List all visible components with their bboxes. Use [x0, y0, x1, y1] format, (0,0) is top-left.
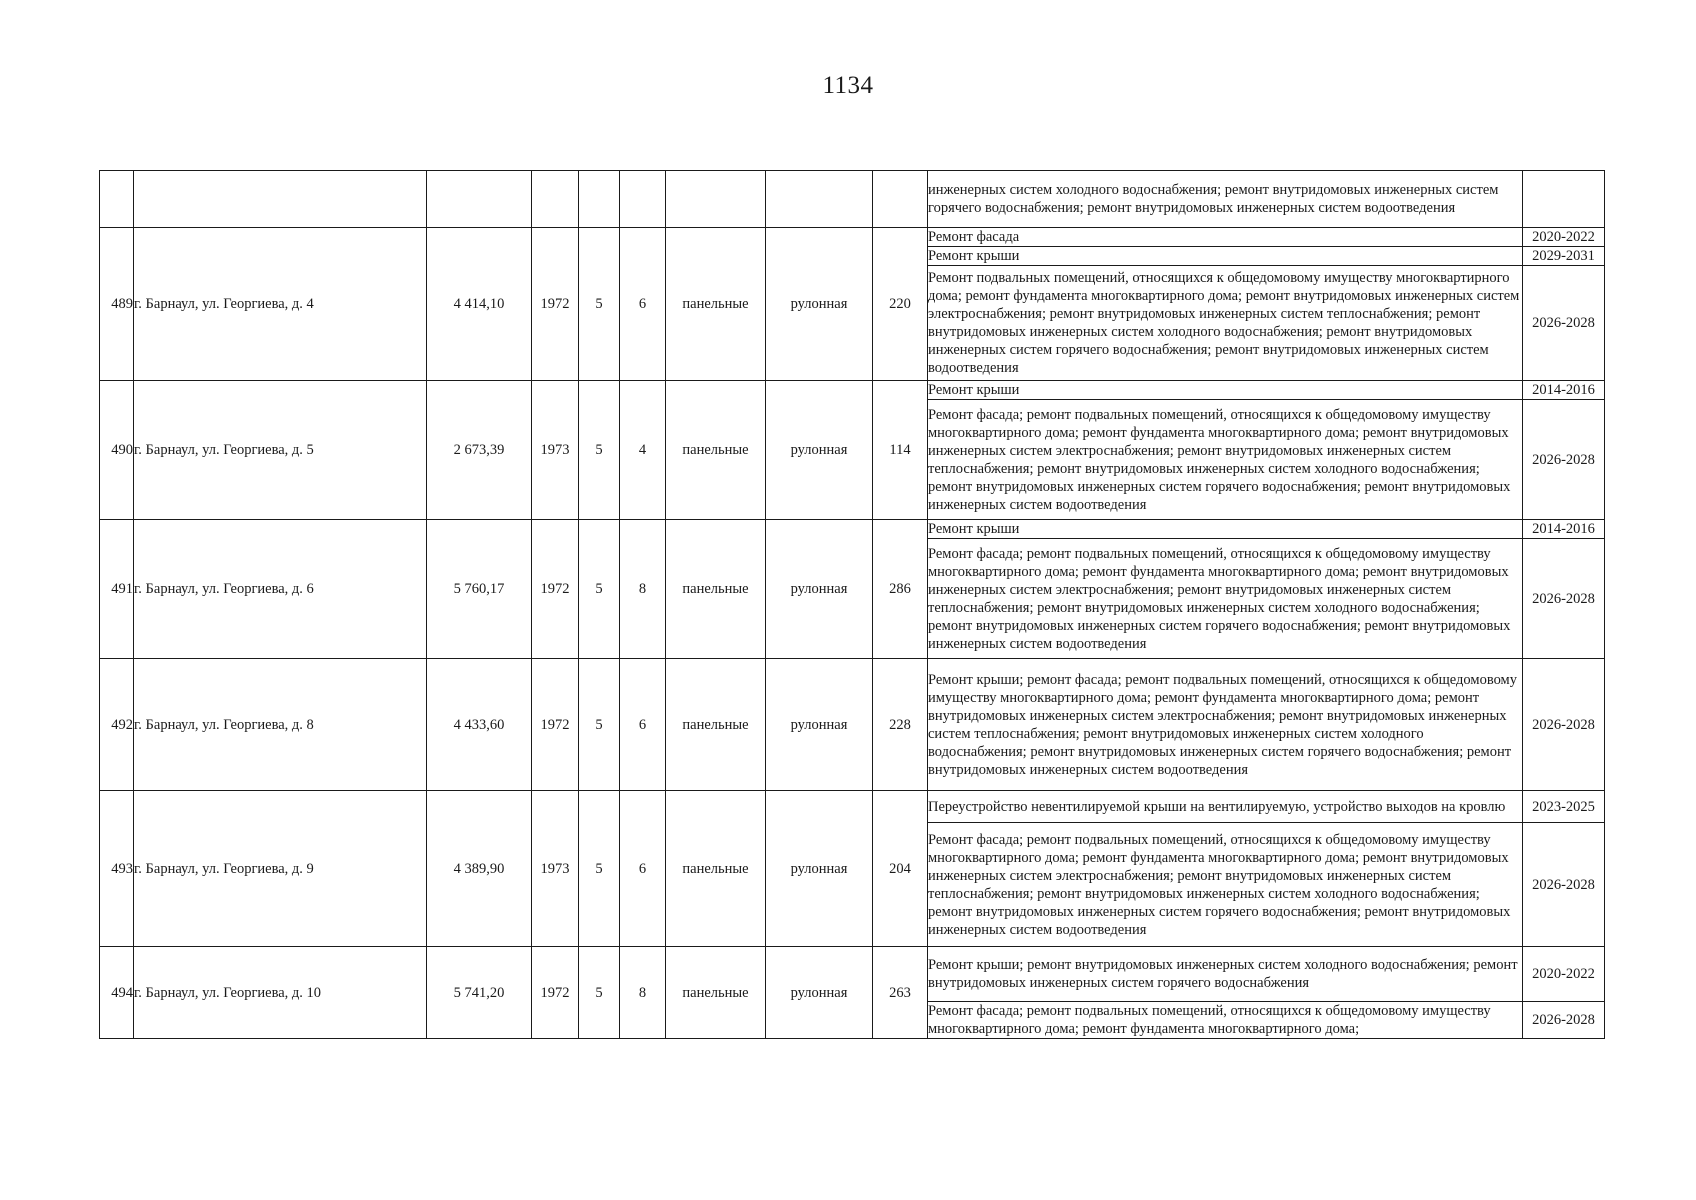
cell-address: г. Барнаул, ул. Георгиева, д. 10: [134, 947, 427, 1039]
cell-residents: 228: [873, 659, 928, 791]
cell-work: Ремонт подвальных помещений, относящихся к общедомовому имуществу многоквартирного дома; ремонт фундамента многоквартирного дома; ремонт внутридомовых инженерных систем электроснабжения; ремонт внутридомовых инженерных систем теплоснабжения; ремонт внутридомовых инженерных систем холодного водоснабжения; ремонт внутридомовых инженерных систем горячего водоснабжения; ремонт внутридомовых инженерных систем водоотведения: [928, 266, 1523, 381]
cell-work: Переустройство невентилируемой крыши на вентилируемую, устройство выходов на кровлю: [928, 791, 1523, 823]
cell-period: 2014-2016: [1523, 381, 1605, 400]
page-number: 1134: [822, 72, 874, 99]
cell-work: Ремонт крыши: [928, 520, 1523, 539]
cell-floors: [579, 171, 620, 228]
cell-num: 494: [100, 947, 134, 1039]
cell-work: инженерных систем холодного водоснабжения; ремонт внутридомовых инженерных систем горячего водоснабжения; ремонт внутридомовых инженерных систем водоотведения: [928, 171, 1523, 228]
cell-address: г. Барнаул, ул. Георгиева, д. 9: [134, 791, 427, 947]
cell-entrances: 8: [620, 520, 666, 659]
cell-roof: рулонная: [766, 381, 873, 520]
cell-work: Ремонт крыши: [928, 247, 1523, 266]
cell-year: 1972: [532, 228, 579, 381]
cell-work: Ремонт фасада: [928, 228, 1523, 247]
cell-period: 2020-2022: [1523, 228, 1605, 247]
cell-roof: рулонная: [766, 947, 873, 1039]
cell-period: 2014-2016: [1523, 520, 1605, 539]
cell-work: Ремонт крыши; ремонт внутридомовых инженерных систем холодного водоснабжения; ремонт внутридомовых инженерных систем горячего водоснабжения: [928, 947, 1523, 1002]
cell-roof: рулонная: [766, 659, 873, 791]
cell-entrances: [620, 171, 666, 228]
cell-floors: 5: [579, 228, 620, 381]
cell-roof: рулонная: [766, 791, 873, 947]
table-row: [100, 791, 1605, 823]
cell-floors: 5: [579, 659, 620, 791]
table-row: [100, 520, 1605, 539]
cell-residents: 263: [873, 947, 928, 1039]
cell-period: 2026-2028: [1523, 823, 1605, 947]
cell-year: 1972: [532, 520, 579, 659]
cell-area: 4 414,10: [427, 228, 532, 381]
cell-year: 1972: [532, 947, 579, 1039]
cell-year: 1972: [532, 659, 579, 791]
cell-roof: [766, 171, 873, 228]
cell-work: Ремонт фасада; ремонт подвальных помещений, относящихся к общедомовому имуществу многоквартирного дома; ремонт фундамента многоквартирного дома;: [928, 1002, 1523, 1039]
cell-num: 492: [100, 659, 134, 791]
cell-num: 490: [100, 381, 134, 520]
cell-work: Ремонт фасада; ремонт подвальных помещений, относящихся к общедомовому имуществу многоквартирного дома; ремонт фундамента многоквартирного дома; ремонт внутридомовых инженерных систем электроснабжения; ремонт внутридомовых инженерных систем теплоснабжения; ремонт внутридомовых инженерных систем холодного водоснабжения; ремонт внутридомовых инженерных систем горячего водоснабжения; ремонт внутридомовых инженерных систем водоотведения: [928, 823, 1523, 947]
cell-entrances: 8: [620, 947, 666, 1039]
cell-period: 2023-2025: [1523, 791, 1605, 823]
cell-area: 5 760,17: [427, 520, 532, 659]
cell-period: 2026-2028: [1523, 1002, 1605, 1039]
cell-address: [134, 171, 427, 228]
cell-area: 2 673,39: [427, 381, 532, 520]
cell-floors: 5: [579, 520, 620, 659]
cell-residents: 286: [873, 520, 928, 659]
cell-year: 1973: [532, 381, 579, 520]
cell-address: г. Барнаул, ул. Георгиева, д. 5: [134, 381, 427, 520]
cell-entrances: 6: [620, 791, 666, 947]
table-row: [100, 381, 1605, 400]
cell-area: 5 741,20: [427, 947, 532, 1039]
cell-address: г. Барнаул, ул. Георгиева, д. 8: [134, 659, 427, 791]
housing-repair-table: [99, 170, 1605, 1039]
cell-floors: 5: [579, 791, 620, 947]
cell-residents: [873, 171, 928, 228]
cell-entrances: 4: [620, 381, 666, 520]
cell-residents: 220: [873, 228, 928, 381]
cell-walls: панельные: [666, 947, 766, 1039]
cell-period: 2026-2028: [1523, 659, 1605, 791]
cell-period: 2026-2028: [1523, 539, 1605, 659]
continuation-row: [100, 171, 1605, 228]
cell-walls: [666, 171, 766, 228]
cell-address: г. Барнаул, ул. Георгиева, д. 6: [134, 520, 427, 659]
cell-period: 2020-2022: [1523, 947, 1605, 1002]
cell-work: Ремонт крыши: [928, 381, 1523, 400]
cell-floors: 5: [579, 947, 620, 1039]
table-row: [100, 947, 1605, 1002]
cell-work: Ремонт фасада; ремонт подвальных помещений, относящихся к общедомовому имуществу многоквартирного дома; ремонт фундамента многоквартирного дома; ремонт внутридомовых инженерных систем электроснабжения; ремонт внутридомовых инженерных систем теплоснабжения; ремонт внутридомовых инженерных систем холодного водоснабжения; ремонт внутридомовых инженерных систем горячего водоснабжения; ремонт внутридомовых инженерных систем водоотведения: [928, 539, 1523, 659]
cell-period: [1523, 171, 1605, 228]
cell-residents: 204: [873, 791, 928, 947]
cell-floors: 5: [579, 381, 620, 520]
cell-year: 1973: [532, 791, 579, 947]
cell-area: 4 389,90: [427, 791, 532, 947]
cell-walls: панельные: [666, 659, 766, 791]
cell-entrances: 6: [620, 228, 666, 381]
table-row: [100, 228, 1605, 247]
cell-num: [100, 171, 134, 228]
cell-address: г. Барнаул, ул. Георгиева, д. 4: [134, 228, 427, 381]
cell-work: Ремонт крыши; ремонт фасада; ремонт подвальных помещений, относящихся к общедомовому имуществу многоквартирного дома; ремонт фундамента многоквартирного дома; ремонт внутридомовых инженерных систем электроснабжения; ремонт внутридомовых инженерных систем теплоснабжения; ремонт внутридомовых инженерных систем холодного водоснабжения; ремонт внутридомовых инженерных систем горячего водоснабжения; ремонт внутридомовых инженерных систем водоотведения: [928, 659, 1523, 791]
cell-year: [532, 171, 579, 228]
cell-num: 491: [100, 520, 134, 659]
cell-roof: рулонная: [766, 520, 873, 659]
cell-walls: панельные: [666, 228, 766, 381]
cell-area: [427, 171, 532, 228]
cell-period: 2026-2028: [1523, 266, 1605, 381]
cell-work: Ремонт фасада; ремонт подвальных помещений, относящихся к общедомовому имуществу многоквартирного дома; ремонт фундамента многоквартирного дома; ремонт внутридомовых инженерных систем электроснабжения; ремонт внутридомовых инженерных систем теплоснабжения; ремонт внутридомовых инженерных систем холодного водоснабжения; ремонт внутридомовых инженерных систем горячего водоснабжения; ремонт внутридомовых инженерных систем водоотведения: [928, 400, 1523, 520]
cell-period: 2026-2028: [1523, 400, 1605, 520]
cell-residents: 114: [873, 381, 928, 520]
cell-entrances: 6: [620, 659, 666, 791]
cell-num: 493: [100, 791, 134, 947]
cell-area: 4 433,60: [427, 659, 532, 791]
cell-walls: панельные: [666, 381, 766, 520]
cell-roof: рулонная: [766, 228, 873, 381]
cell-walls: панельные: [666, 520, 766, 659]
cell-num: 489: [100, 228, 134, 381]
table-row: [100, 659, 1605, 791]
cell-walls: панельные: [666, 791, 766, 947]
cell-period: 2029-2031: [1523, 247, 1605, 266]
